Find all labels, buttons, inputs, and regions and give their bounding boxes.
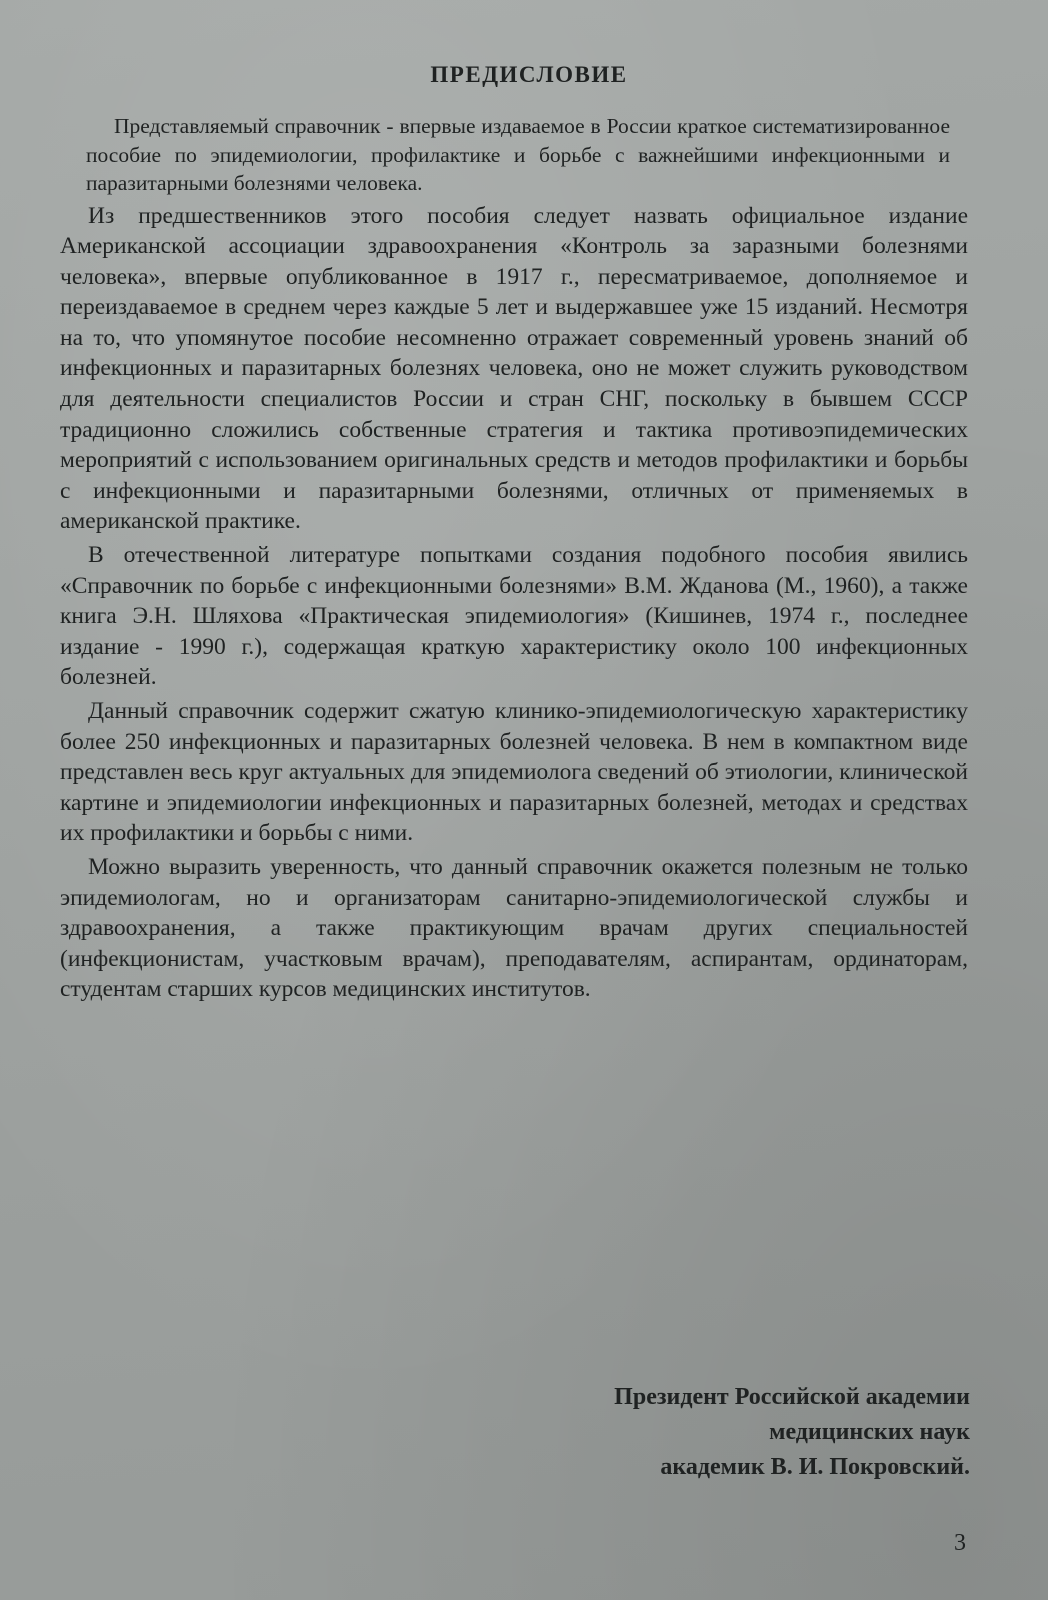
paragraph-4: Данный справочник содержит сжатую клинико-эпидемиологическую характеристику более 250 инфекционных и паразитарных болезней человека. В нем в компактном виде представлен весь круг актуальных для эпидемиолога сведений об этиологии, клинической картине и эпидемиологии инфекционных и паразитарных болезней, методах и средствах их профилактики и борьбы с ними. <box>60 698 968 847</box>
signature-line-3: академик В. И. Покровский. <box>660 1454 970 1480</box>
paragraph-2: Из предшественников этого пособия следует назвать официальное издание Американской ассоциации здравоохранения «Контроль за заразными болезнями человека», впервые опубликованное в 1917 г., пересматриваемое, дополняемое и переиздаваемое в среднем через каждые 5 лет и выдержавшее уже 15 изданий. Несмотря на то, что упомянутое пособие несомненно отражает современный уровень знаний об инфекционных и паразитарных болезнях человека, оно не может служить руководством для деятельности специалистов России и стран СНГ, поскольку в бывшем СССР традиционно сложились собственные стратегия и тактика противоэпидемических мероприятий с использованием оригинальных средств и методов профилактики и борьбы с инфекционными и паразитарными болезнями, отличных от применяемых в американской практике. <box>60 202 968 535</box>
paragraph-3: В отечественной литературе попытками создания подобного пособия явились «Справочник по борьбе с инфекционными болезнями» В.М. Жданова (М., 1960), а также книга Э.Н. Шляхова «Практическая эпидемиология» (Кишинев, 1974 г., последнее издание - 1990 г.), содержащая краткую характеристику около 100 инфекционных болезней. <box>60 542 968 691</box>
page-title: ПРЕДИСЛОВИЕ <box>430 62 628 87</box>
signature-line-1: Президент Российской академии <box>614 1384 970 1410</box>
preface-text <box>60 112 968 1005</box>
signature-line-2: медицинских наук <box>769 1419 970 1445</box>
page-number: 3 <box>954 1530 966 1556</box>
paragraph-5: Можно выразить уверенность, что данный справочник окажется полезным не только эпидемиологам, но и организаторам санитарно-эпидемиологической службы и здравоохранения, а также практикующим врачам других специальностей (инфекционистам, участковым врачам), преподавателям, аспирантам, ординаторам, студентам старших курсов медицинских институтов. <box>60 853 968 1003</box>
signature-block <box>614 1380 970 1485</box>
paragraph-1: Представляемый справочник - впервые издаваемое в России краткое систематизированное пособие по эпидемиологии, профилактике и борьбе с важнейшими инфекционными и паразитарными болезнями человека. <box>86 114 950 195</box>
